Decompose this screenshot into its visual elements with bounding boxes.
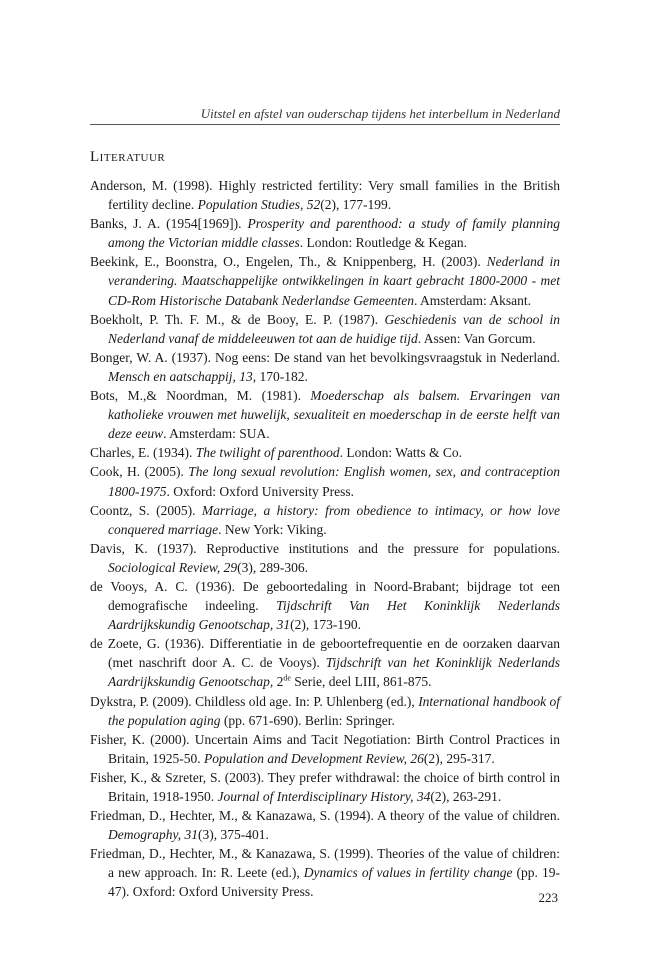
reference-text: . London: Routledge & Kegan. [299,235,467,251]
reference-entry [90,634,560,691]
reference-text: Friedman, D., Hechter, M., & Kanazawa, S. (1994). A theory of the value of children. [90,808,560,824]
reference-italic-text: Marriage, a history: from obedience to intimacy, or how love conquered marriage [108,502,560,537]
reference-text: . Assen: Van Gorcum. [417,330,536,346]
reference-italic-text: Demography, 31 [108,827,198,843]
reference-text: Cook, H. (2005). [90,464,189,480]
reference-italic-text: Mensch en aatschappij, 13 [108,368,253,384]
reference-italic-text: Tijdschrift Van Het Koninklijk Nederlands Aardrijkskundig Genootschap, 31 [108,598,561,633]
reference-italic-text: International handbook of the population aging [108,693,560,728]
reference-italic-text: Moederschap als balsem. Ervaringen van katholieke vrouwen met huwelijk, sexualiteit en moederschap in de eerste helft van deze eeuw [108,388,560,442]
reference-text: (2), 173-190. [290,617,361,633]
reference-text: (3), 289-306. [237,559,308,575]
reference-entry [90,348,560,386]
reference-entry [90,176,560,214]
reference-italic-text: Journal of Interdisciplinary History, 34 [217,789,431,804]
reference-italic-text: The long sexual revolution: English women, sex, and contraception 1800-1975 [108,464,560,499]
reference-entry [90,462,560,500]
reference-text: Boekholt, P. Th. F. M., & de Booy, E. P. (1987). [90,311,385,327]
reference-entry [90,692,560,730]
reference-text: (2), 295-317. [423,750,495,766]
reference-text: Anderson, M. (1998). Highly restricted fertility: Very small families in the British fertility decline. [90,178,560,213]
reference-text: Friedman, D., Hechter, M., & Kanazawa, S. (1999). Theories of the value of children: a new approach. In: R. Leete (ed.), [90,846,560,881]
header-rule [90,124,560,125]
reference-italic-text: Nederland in verandering. Maatschappelijke ontwikkelingen in kaart gebracht 1800-2000 - met CD-Rom Historische Databank Nederlandse Gemeenten [108,254,560,308]
reference-italic-text: Population Studies, 52 [197,197,321,213]
reference-entry [90,214,560,252]
reference-italic-text: Dynamics of values in fertility change [303,865,513,881]
reference-text: . Oxford: Oxford University Press. [166,483,354,499]
reference-entry [90,310,560,348]
reference-text: (pp. 671-690). Berlin: Springer. [220,712,395,728]
reference-entry [90,577,560,634]
reference-entry [90,443,560,462]
reference-entry [90,806,560,844]
reference-entry [90,501,560,539]
reference-entry [90,768,560,806]
reference-text: Bonger, W. A. (1937). Nog eens: De stand van het bevolkingsvraagstuk in Nederland. [90,349,560,365]
reference-text: (pp. 19-47). Oxford: Oxford University Press. [108,865,560,900]
reference-text: Beekink, E., Boonstra, O., Engelen, Th., & Knippenberg, H. (2003). [90,254,487,270]
reference-text: Serie, deel LIII, 861-875. [290,674,432,690]
reference-italic-text: Sociological Review, 29 [108,559,238,575]
reference-text: Banks, J. A. (1954[1969]). [90,216,248,232]
reference-italic-text: Geschiedenis van de school in Nederland vanaf de middeleeuwen tot aan de huidige tijd [108,311,560,346]
reference-italic-text: Population and Development Review, 26 [204,750,424,766]
reference-text: (2), 177-199. [320,197,392,213]
reference-entry [90,844,560,901]
reference-entry [90,730,560,768]
reference-text: . Amsterdam: Aksant. [413,292,531,308]
reference-text: . Amsterdam: SUA. [163,426,270,442]
running-head: Uitstel en afstel van ouderschap tijdens het interbellum in Nederland [200,106,560,121]
reference-text: de Zoete, G. (1936). Differentiatie in de geboortefrequentie en de oorzaken daarvan (met naschrift door A. C. de Vooys). [90,636,560,671]
reference-entry [90,539,560,577]
reference-text: Davis, K. (1937). Reproductive institutions and the pressure for populations. [90,540,560,556]
reference-text: Charles, E. (1934). [90,445,196,461]
reference-text: Fisher, K., & Szreter, S. (2003). They prefer withdrawal: the choice of birth control in Britain, 1918-1950. [90,769,560,804]
reference-text: Fisher, K. (2000). Uncertain Aims and Tacit Negotiation: Birth Control Practices in Britain, 1925-50. [90,731,560,766]
reference-italic-text: Tijdschrift van het Koninklijk Nederlands Aardrijkskundig Genootschap, [108,655,560,690]
reference-entry [90,252,560,309]
page-number: 223 [538,890,558,905]
reference-text: Coontz, S. (2005). [90,502,202,518]
reference-text: (2), 263-291. [430,789,502,804]
reference-italic-text: Prosperity and parenthood: a study of family planning among the Victorian middle classes [108,216,560,251]
reference-text: 2 [276,674,284,690]
reference-text: Bots, M.,& Noordman, M. (1981). [90,388,311,404]
reference-text: . New York: Viking. [218,521,327,537]
reference-italic-text: The twilight of parenthood [195,445,340,461]
reference-entry [90,386,560,443]
reference-text: (3), 375-401. [198,827,269,843]
section-title: Literatuur [90,149,166,165]
reference-list [90,176,560,902]
reference-text: . London: Watts & Co. [339,445,463,461]
reference-text: Dykstra, P. (2009). Childless old age. In: P. Uhlenberg (ed.), [90,693,419,709]
reference-superscript: de [283,673,291,683]
reference-text: de Vooys, A. C. (1936). De geboortedaling in Noord-Brabant; bijdrage tot een demografische indeeling. [90,578,560,614]
reference-text: , 170-182. [252,368,308,384]
